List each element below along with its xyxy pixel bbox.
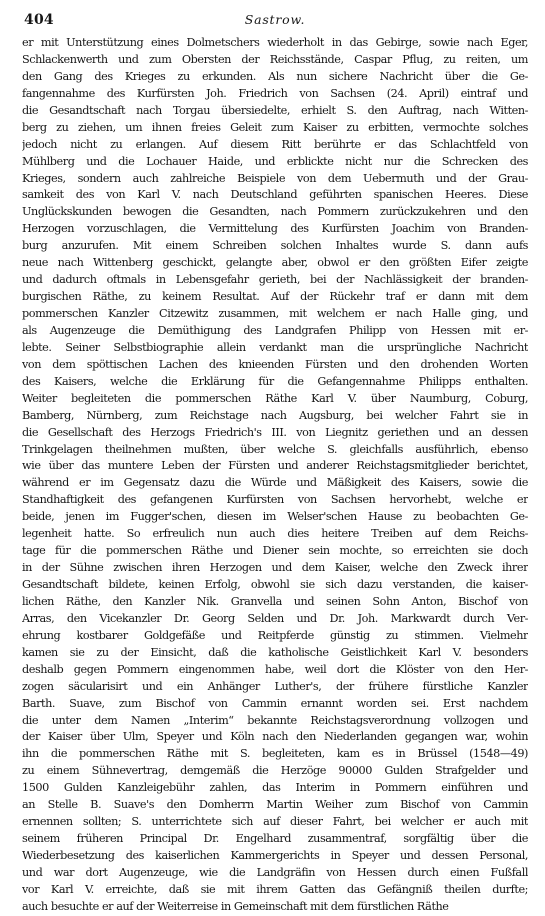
- text-line: vor Karl V. erreichte, daß sie mit ihrem Gatten das Gefängniß theilen durfte;: [22, 882, 528, 896]
- text-line: seinem früheren Principal Dr. Engelhard zusammentraf, sorgfältig über die: [22, 832, 528, 846]
- text-line: Krieges, sondern auch zahlreiche Beispiele von dem Uebermuth und der Grau-: [22, 171, 528, 185]
- text-line: burgischen Räthe, zu keinem Resultat. Auf der Rückehr traf er dann mit dem: [22, 290, 528, 304]
- text-line: Barth. Suave, zum Bischof von Cammin ernannt worden sei. Erst nachdem: [22, 696, 528, 710]
- text-line: Trinkgelagen theilnehmen mußten, über welche S. gleichfalls ausführlich, ebenso: [22, 442, 528, 456]
- text-line: und dadurch oftmals in Lebensgefahr gerieth, bei der Nachlässigkeit der branden-: [22, 273, 528, 287]
- text-line: lichen Räthe, den Kanzler Nik. Granvella und seinen Sohn Anton, Bischof von: [22, 594, 528, 608]
- text-line: deshalb gegen Pommern eingenommen habe, weil dort die Klöster von den Her-: [22, 662, 528, 676]
- text-line: 1500 Gulden Kanzleigebühr zahlen, das Interim in Pommern einführen und: [22, 781, 528, 795]
- text-line: kamen sie zu der Einsicht, daß die katholische Geistlichkeit Karl V. besonders: [22, 645, 528, 659]
- text-line: tage für die pommerschen Räthe und Diener sein mochte, so erreichten sie doch: [22, 544, 528, 558]
- page-number: 404: [24, 12, 54, 28]
- text-line: an Stelle B. Suave's den Domherrn Martin Weiher zum Bischof von Cammin: [22, 798, 528, 812]
- text-line: Standhaftigkeit des gefangenen Kurfürsten von Sachsen hervorhebt, welche er: [22, 493, 528, 507]
- text-line: ernennen sollten; S. unterrichtete sich auf dieser Fahrt, bei welcher er auch mit: [22, 815, 528, 829]
- text-line: Bamberg, Nürnberg, zum Reichstage nach Augsburg, bei welcher Fahrt sie in: [22, 408, 528, 422]
- text-line: auch besuchte er auf der Weiterreise in Gemeinschaft mit dem fürstlichen Räthe: [22, 899, 449, 913]
- text-line: beide, jenen im Fugger'schen, diesen im Welser'schen Hause zu beobachten Ge-: [22, 510, 528, 524]
- text-line: lebte. Seiner Selbstbiographie allein verdankt man die ursprüngliche Nachricht: [22, 340, 528, 354]
- text-line: Herzogen vorzuschlagen, die Vermittelung des Kurfürsten Joachim von Branden-: [22, 222, 528, 236]
- text-line: samkeit des von Karl V. nach Deutschland geführten spanischen Heeres. Diese: [22, 188, 528, 202]
- text-line: zogen säcularisirt und ein Anhänger Luther's, der frühere fürstliche Kanzler: [22, 679, 528, 693]
- text-line: von dem spöttischen Lachen des knieenden Fürsten und den drohenden Worten: [22, 357, 528, 371]
- text-line: als Augenzeuge die Demüthigung des Landgrafen Philipp von Hessen mit er-: [22, 323, 528, 337]
- text-line: pommerschen Kanzler Citzewitz zusammen, mit welchem er nach Halle ging, und: [22, 307, 528, 320]
- text-line: ihn die pommerschen Räthe mit S. begleiteten, kam es in Brüssel (1548—49): [22, 747, 528, 761]
- text-line: er mit Unterstützung eines Dolmetschers wiederholt in das Gebirge, sowie nach Eger,: [22, 36, 528, 49]
- text-line: neue nach Wittenberg geschickt, gelangte aber, obwol er den größten Eifer zeigte: [22, 256, 528, 270]
- text-line: Wiederbesetzung des kaiserlichen Kammergerichts in Speyer und dessen Personal,: [22, 849, 528, 862]
- text-line: burg anzurufen. Mit einem Schreiben solchen Inhaltes wurde S. dann aufs: [22, 239, 528, 253]
- text-line: Schlackenwerth und zum Obersten der Reichsstände, Caspar Pflug, zu reiten, um: [22, 52, 528, 66]
- book-page: [22, 10, 528, 913]
- text-line: wie über das muntere Leben der Fürsten und anderer Reichstagsmitglieder berichtet,: [22, 459, 528, 473]
- text-line: Weiter begleiteten die pommerschen Räthe Karl V. über Naumburg, Coburg,: [22, 391, 528, 405]
- text-line: Gesandtschaft bildete, keinen Erfolg, obwohl sie sich dazu verstanden, die kaiser-: [22, 578, 528, 591]
- text-line: fangennahme des Kurfürsten Joh. Friedrich von Sachsen (24. April) eintraf und: [22, 86, 528, 100]
- text-line: die Gesellschaft des Herzogs Friedrich's III. von Liegnitz geriethen und an dessen: [22, 425, 528, 439]
- text-line: zu einem Sühnevertrag, demgemäß die Herzöge 90000 Gulden Strafgelder und: [22, 764, 528, 778]
- text-line: legenheit hatte. So erfreulich nun auch dies heitere Treiben auf dem Reichs-: [22, 527, 528, 541]
- text-line: in der Sühne zwischen ihren Herzogen und dem Kaiser, welche den Zweck ihrer: [22, 561, 528, 575]
- body-text: [22, 35, 528, 916]
- text-line: des Kaisers, welche die Erklärung für die Gefangennahme Philipps enthalten.: [22, 374, 528, 388]
- text-line: und war dort Augenzeuge, wie die Landgräfin von Hessen durch einen Fußfall: [22, 865, 528, 879]
- text-line: ehrung kostbarer Goldgefäße und Reitpferde günstig zu stimmen. Vielmehr: [22, 628, 528, 642]
- text-line: der Kaiser über Ulm, Speyer und Köln nach den Niederlanden gegangen war, wohin: [22, 730, 528, 744]
- text-line: während er im Gegensatz dazu die Würde und Mäßigkeit des Kaisers, sowie die: [22, 476, 528, 490]
- running-title: Sastrow.: [244, 12, 306, 27]
- text-line: die Gesandtschaft nach Torgau übersiedelte, erhielt S. den Auftrag, nach Witten-: [22, 103, 528, 117]
- text-line: die unter dem Namen „Interim“ bekannte Reichstagsverordnung vollzogen und: [22, 713, 528, 727]
- text-line: Mühlberg und die Lochauer Haide, und erblickte nicht nur die Schrecken des: [22, 154, 528, 168]
- text-line: berg zu ziehen, um ihnen freies Geleit zum Kaiser zu erbitten, vermochte solches: [22, 120, 528, 134]
- text-line: Unglückskunden bewogen die Gesandten, nach Pommern zurückzukehren und den: [22, 205, 528, 219]
- text-line: jedoch nicht zu erlangen. Auf diesem Ritt berührte er das Schlachtfeld von: [22, 137, 528, 151]
- text-line: Arras, den Vicekanzler Dr. Georg Selden und Dr. Joh. Markwardt durch Ver-: [22, 611, 528, 625]
- running-head: [22, 10, 528, 32]
- text-line: den Gang des Krieges zu erkunden. Als nun sichere Nachricht über die Ge-: [22, 69, 528, 83]
